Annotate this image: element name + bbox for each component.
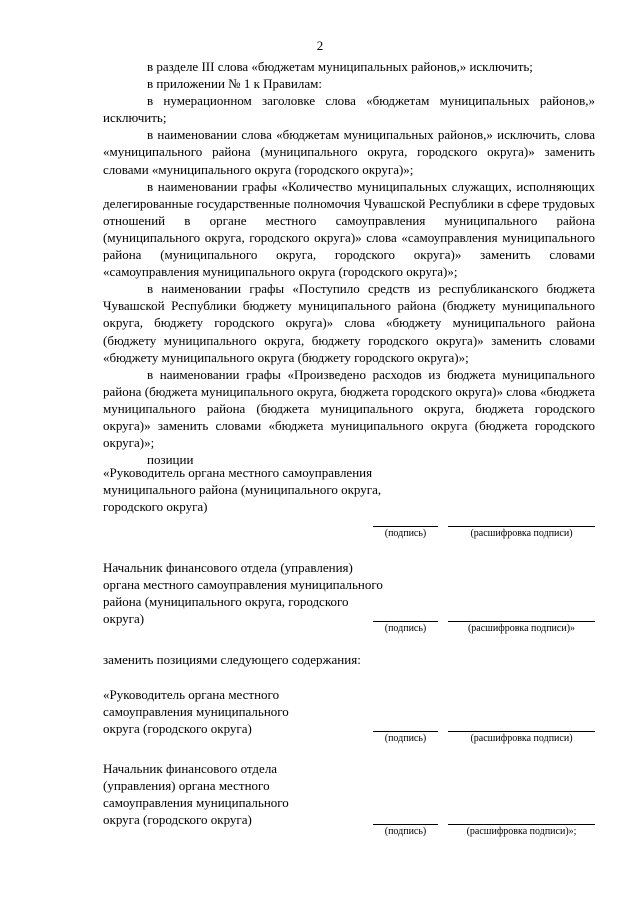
- decoding-line: [448, 526, 595, 527]
- paragraph: в наименовании графы «Произведено расходов из бюджета муниципального района (бюджета муниципального округа, бюджета городского округа)» слова «бюджета муниципального района (бюджета муниципального округа, бюджета городского округа)» заменить словами «бюджета муниципального округа (бюджета городского округа)»;: [103, 366, 595, 451]
- position-title: Начальник финансового отдела (управления) органа местного самоуправления муниципального округа (городского округа): [103, 761, 289, 828]
- decoding-caption: (расшифровка подписи): [470, 733, 573, 744]
- page-number: 2: [316, 38, 324, 53]
- paragraph: в наименовании графы «Количество муниципальных служащих, исполняющих делегированные государственные полномочия Чувашской Республики в сфере трудовых отношений в органе местного самоуправления муниципального района (муниципального округа, городского округа)» слова «самоуправления муниципального района (муниципального округа, городского округа)» заменить словами «самоуправления муниципального округа (городского округа)»;: [103, 178, 595, 280]
- signature-line: [373, 621, 438, 622]
- signature-block-head-new: [103, 686, 595, 744]
- paragraph: позиции: [147, 452, 194, 468]
- signature-block-finance-new: [103, 760, 595, 837]
- signature-caption: (подпись): [384, 826, 427, 837]
- signature-line: [373, 731, 438, 732]
- amendment-text: [103, 58, 595, 468]
- signature-block-finance-old: [103, 559, 595, 634]
- signature-caption: (подпись): [384, 733, 427, 744]
- signature-line: [373, 824, 438, 825]
- decoding-line: [448, 621, 595, 622]
- decoding-caption: (расшифровка подписи): [470, 528, 573, 539]
- paragraph: в наименовании графы «Поступило средств из республиканского бюджета Чувашской Республики бюджету муниципального района (бюджету муниципального округа, бюджету городского округа)» слова «бюджету муниципального района (бюджету муниципального округа, бюджету городского округа)» заменить словами «бюджету муниципального округа (бюджету городского округа)»;: [103, 281, 595, 365]
- decoding-line: [448, 731, 595, 732]
- decoding-caption: (расшифровка подписи)»: [467, 623, 576, 634]
- position-title: Начальник финансового отдела (управления) органа местного самоуправления муниципального района (муниципального округа, городского округа): [103, 560, 383, 627]
- decoding-caption: (расшифровка подписи)»;: [466, 826, 577, 837]
- signature-line: [373, 526, 438, 527]
- signature-caption: (подпись): [384, 623, 427, 634]
- paragraph: в приложении № 1 к Правилам:: [147, 76, 322, 92]
- decoding-line: [448, 824, 595, 825]
- paragraph: в нумерационном заголовке слова «бюджетам муниципальных районов,» исключить;: [103, 93, 595, 126]
- paragraph: в разделе III слова «бюджетам муниципальных районов,» исключить;: [147, 59, 533, 74]
- signature-block-head-old: [103, 464, 595, 539]
- replace-instruction: заменить позициями следующего содержания:: [103, 652, 361, 667]
- position-title: «Руководитель органа местного самоуправления муниципального округа (городского округа): [103, 687, 289, 737]
- paragraph: в наименовании слова «бюджетам муниципальных районов,» исключить, слова «муниципального района (муниципального округа, городского округа)» заменить словами «муниципального округа (городского округа)»;: [103, 127, 595, 177]
- position-title: «Руководитель органа местного самоуправления муниципального района (муниципального округа, городского округа): [103, 465, 382, 515]
- signature-caption: (подпись): [384, 528, 427, 539]
